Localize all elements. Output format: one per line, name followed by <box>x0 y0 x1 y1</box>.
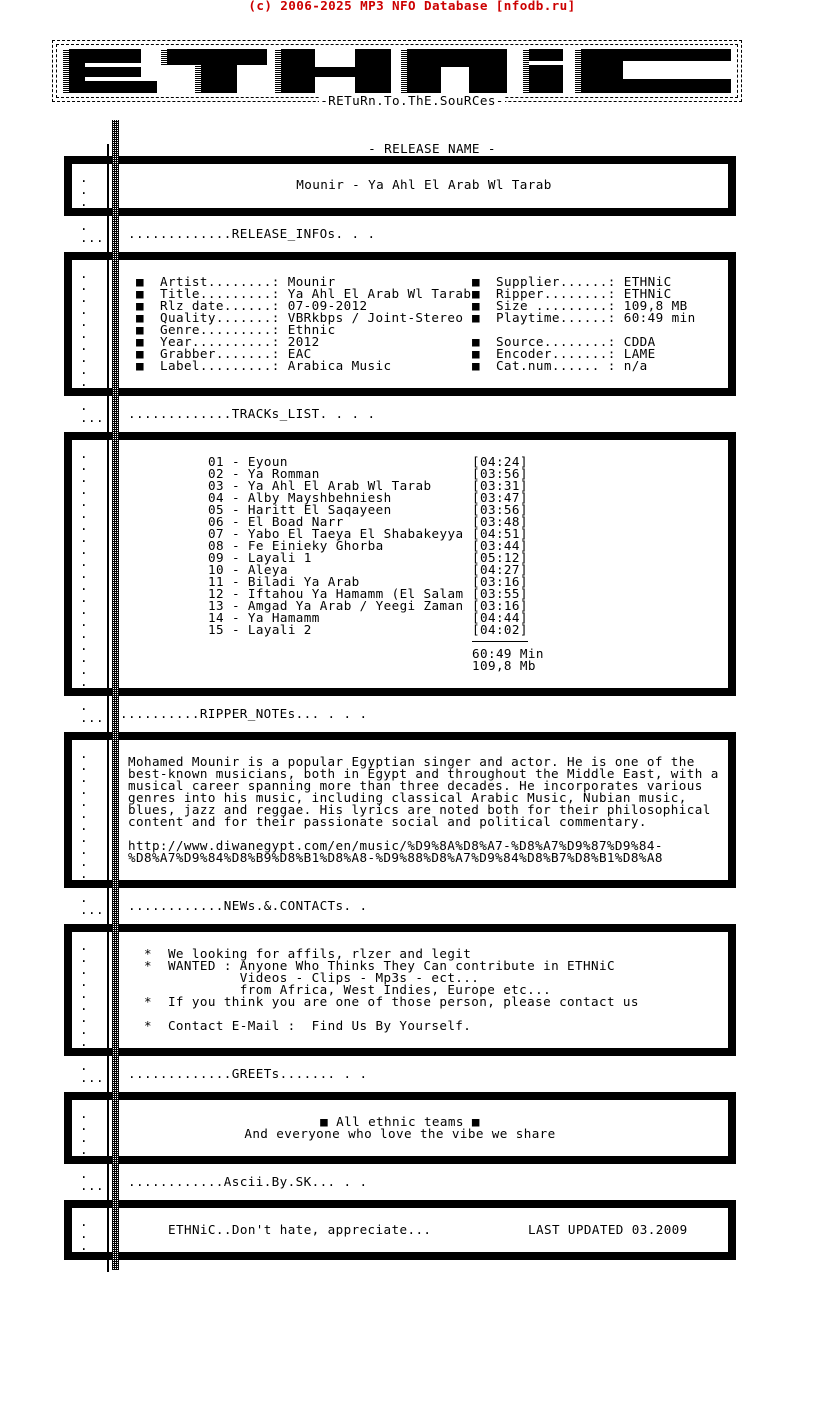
track-time: [04:51] <box>472 526 528 541</box>
track-name: 01 - Eyoun <box>208 454 288 469</box>
track-name: 14 - Ya Hamamm <box>208 610 320 625</box>
info-row: Supplier......: ETHNiC <box>496 274 672 289</box>
track-name: 05 - Haritt El Saqayeen <box>208 502 392 517</box>
track-name: 08 - Fe Einieky Ghorba <box>208 538 384 553</box>
dots: . ... . <box>80 1058 104 1097</box>
section-greets: .............GREETs....... . . <box>128 1066 368 1081</box>
section-ascii-by: ............Ascii.By.SK... . . <box>128 1174 368 1189</box>
dots: . . . . . . . . . <box>80 938 88 1049</box>
greets-line-2: And everyone who love the vibe we share <box>244 1126 556 1141</box>
notes-line: Mohamed Mounir is a popular Egyptian singer and actor. He is one of the <box>128 754 695 769</box>
track-name: 02 - Ya Romman <box>208 466 320 481</box>
track-name: 04 - Alby Mayshbehniesh <box>208 490 392 505</box>
tracks-total-size: 109,8 Mb <box>472 658 536 673</box>
track-name: 13 - Amgad Ya Arab / Yeegi Zaman <box>208 598 464 613</box>
track-time: [03:16] <box>472 598 528 613</box>
greets-line-1: ■ All ethnic teams ■ <box>320 1114 480 1129</box>
track-time: [03:47] <box>472 490 528 505</box>
notes-line[interactable]: %D8%A7%D9%84%D8%B9%D8%B1%D8%A8-%D9%88%D8%A7%D9%84%D8%B7%D8%B1%D8%A8 <box>128 850 663 865</box>
section-release-info: .............RELEASE_INFOs. . . <box>128 226 376 241</box>
track-time: [03:44] <box>472 538 528 553</box>
track-names <box>208 456 463 636</box>
track-time: [03:31] <box>472 478 528 493</box>
notes-line[interactable]: http://www.diwanegypt.com/en/music/%D9%8A%D8%A7-%D8%A7%D9%87%D9%84- <box>128 838 663 853</box>
info-row: Ripper........: ETHNiC <box>496 286 672 301</box>
track-time: [03:48] <box>472 514 528 529</box>
dots: . . . . <box>80 1106 88 1157</box>
info-right-list <box>496 276 696 372</box>
info-bullets-right: ■ ■ ■ ■ ■ ■ ■ <box>472 274 480 373</box>
notes-line: musical career spanning more than three decades. He incorporates various <box>128 778 703 793</box>
info-row: Playtime......: 60:49 min <box>496 310 696 325</box>
track-times <box>472 456 528 636</box>
track-name: 03 - Ya Ahl El Arab Wl Tarab <box>208 478 432 493</box>
track-time: [03:55] <box>472 586 528 601</box>
news-line: * We looking for affils, rlzer and legit <box>144 946 472 961</box>
dots: . ... . <box>80 890 104 929</box>
info-bullets-left: ■ ■ ■ ■ ■ ■ ■ ■ <box>136 274 144 373</box>
info-row: Source........: CDDA <box>496 334 656 349</box>
track-time: [03:56] <box>472 502 528 517</box>
dots: . . . . . . . . . . . <box>80 746 88 881</box>
notes-line: blues, jazz and reggae. His lyrics are noted both for their philosophical <box>128 802 711 817</box>
track-name: 10 - Aleya <box>208 562 288 577</box>
release-name-header: - RELEASE NAME - <box>368 141 496 156</box>
dots: . . . <box>80 170 88 209</box>
info-row: Encoder.......: LAME <box>496 346 656 361</box>
track-time: [03:16] <box>472 574 528 589</box>
track-time: [04:44] <box>472 610 528 625</box>
info-row: Cat.num...... : n/a <box>496 358 648 373</box>
track-time: [05:12] <box>472 550 528 565</box>
dots: . ... . <box>80 698 104 737</box>
info-row: Quality.......: VBRkbps / Joint-Stereo <box>160 310 464 325</box>
track-name: 15 - Layali 2 <box>208 622 312 637</box>
dots: . . . . . . . . . . . . . . . . . . . . <box>80 446 88 689</box>
info-row: Title.........: Ya Ahl El Arab Wl Tarab <box>160 286 472 301</box>
track-name: 11 - Biladi Ya Arab <box>208 574 360 589</box>
news-line: * If you think you are one of those person, please contact us <box>144 994 639 1009</box>
notes-line: best-known musicians, both in Egypt and throughout the Middle East, with a <box>128 766 719 781</box>
dots: . ... . <box>80 1166 104 1205</box>
spine-line <box>107 144 109 1272</box>
track-time: [03:56] <box>472 466 528 481</box>
tagline: -RETuRn.To.ThE.SouRCes- <box>320 93 504 108</box>
footer-left: ETHNiC..Don't hate, appreciate... <box>168 1222 432 1237</box>
track-time: [04:02] <box>472 622 528 637</box>
section-tracks-list: .............TRACKs_LIST. . . . <box>128 406 376 421</box>
news-line: * Contact E-Mail : Find Us By Yourself. <box>144 1018 472 1033</box>
info-row: Year..........: 2012 <box>160 334 320 349</box>
footer-right: LAST UPDATED 03.2009 <box>528 1222 688 1237</box>
news-line: * WANTED : Anyone Who Thinks They Can contribute in ETHNiC <box>144 958 615 973</box>
track-name: 06 - El Boad Narr <box>208 514 344 529</box>
track-time: [04:27] <box>472 562 528 577</box>
info-row: Genre.........: Ethnic <box>160 322 336 337</box>
info-row: Artist........: Mounir <box>160 274 336 289</box>
release-name: Mounir - Ya Ahl El Arab Wl Tarab <box>296 177 552 192</box>
dots: . . . <box>80 1214 88 1253</box>
track-time: [04:24] <box>472 454 528 469</box>
news-line: from Africa, West Indies, Europe etc... <box>144 982 552 997</box>
track-name: 12 - Iftahou Ya Hamamm (El Salam <box>208 586 464 601</box>
section-ripper-notes: ..........RIPPER_NOTEs... . . . <box>120 706 368 721</box>
spine-hatch <box>112 120 119 1270</box>
info-row: Grabber.......: EAC <box>160 346 312 361</box>
ripper-notes-text <box>128 756 719 864</box>
notes-line: content and for their passionate social and political commentary. <box>128 814 647 829</box>
dots: . . . . . . . . . . <box>80 266 88 389</box>
totals-divider <box>472 641 528 642</box>
dots: . ... . <box>80 398 104 437</box>
news-line: Videos - Clips - Mp3s - ect... <box>144 970 480 985</box>
info-row: Label.........: Arabica Music <box>160 358 392 373</box>
tracks-total-time: 60:49 Min <box>472 646 544 661</box>
section-news-contacts: ............NEWs.&.CONTACTs. . <box>128 898 368 913</box>
copyright-notice: (c) 2006-2025 MP3 NFO Database [nfodb.ru] <box>248 0 576 13</box>
dots: . ... . <box>80 218 104 257</box>
notes-line: genres into his music, including classical Arabic Music, Nubian music, <box>128 790 687 805</box>
news-text <box>144 948 639 1032</box>
info-row: Rlz date......: 07-09-2012 <box>160 298 368 313</box>
info-left-list <box>160 276 471 372</box>
info-row: Size .........: 109,8 MB <box>496 298 688 313</box>
track-name: 07 - Yabo El Taeya El Shabakeyya <box>208 526 464 541</box>
track-name: 09 - Layali 1 <box>208 550 312 565</box>
